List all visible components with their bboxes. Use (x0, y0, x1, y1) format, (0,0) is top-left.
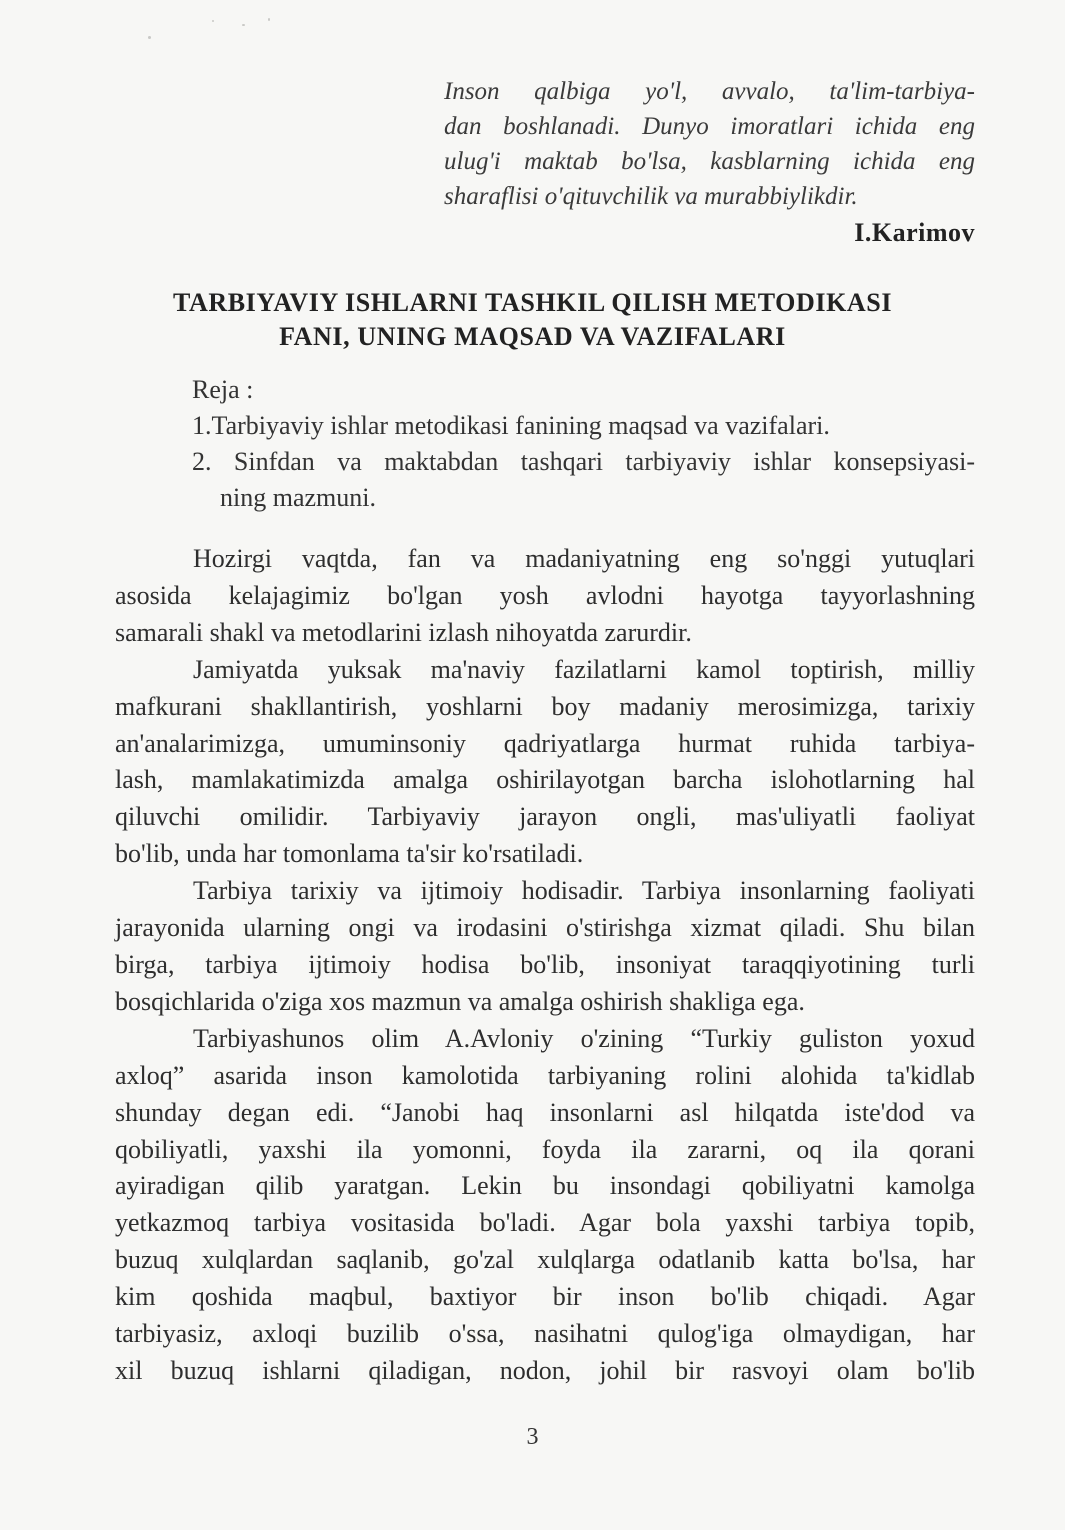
print-speck (268, 18, 270, 21)
text-line: mafkurani shakllantirish, yoshlarni boy madaniy merosimizga, tarixiy (115, 691, 975, 721)
body-text (115, 541, 975, 1390)
text-line: buzuq xulqlardan saqlanib, go'zal xulqlarga odatlanib katta bo'lsa, har (115, 1245, 975, 1275)
text-line: bo'lib, unda har tomonlama ta'sir ko'rsatiladi. (115, 839, 584, 869)
text-line: lash, mamlakatimizda amalga oshirilayotgan barcha islohotlarning hal (115, 765, 975, 795)
text-line: Tarbiyashunos olim A.Avloniy o'zining “Turkiy guliston yoxud (193, 1023, 975, 1053)
paragraph (115, 1021, 975, 1390)
text-line: samarali shakl va metodlarini izlash nihoyatda zarurdir. (115, 617, 692, 647)
chapter-title (90, 286, 975, 354)
text-line: qobiliyatli, yaxshi ila yomonni, foyda ila zararni, oq ila qorani (115, 1134, 975, 1164)
text-line: shunday degan edi. “Janobi haq insonlarni asl hilqatda iste'dod va (115, 1097, 975, 1127)
print-speck (242, 24, 245, 26)
lesson-plan (192, 372, 975, 516)
plan-item-continuation: ning mazmuni. (220, 483, 376, 512)
text-line: asosida kelajagimiz bo'lgan yosh avlodni hayotga tayyorlashning (115, 580, 975, 610)
plan-item: 2. Sinfdan va maktabdan tashqari tarbiyaviy ishlar konsepsiyasi- (192, 447, 975, 476)
plan-item: 1.Tarbiyaviy ishlar metodikasi fanining maqsad va vazifalari. (192, 411, 830, 440)
print-speck (148, 36, 151, 39)
print-speck (212, 20, 214, 22)
text-line: an'analarimizga, umuminsoniy qadriyatlarga hurmat ruhida tarbiya- (115, 728, 975, 758)
paragraph (115, 541, 975, 652)
text-line: Tarbiya tarixiy va ijtimoiy hodisadir. Tarbiya insonlarning faoliyati (193, 876, 975, 906)
text-line: ayiradigan qilib yaratgan. Lekin bu insondagi qobiliyatni kamolga (115, 1171, 975, 1201)
epigraph-line: ulug'i maktab bo'lsa, kasblarning ichida eng (444, 148, 975, 175)
text-line: bosqichlarida o'ziga xos mazmun va amalga oshirish shakliga ega. (115, 986, 805, 1016)
text-line: axloq” asarida inson kamolotida tarbiyaning rolini alohida ta'kidlab (115, 1060, 975, 1090)
page-number: 3 (526, 1424, 539, 1450)
epigraph-author: I.Karimov (854, 218, 975, 247)
epigraph-line: sharaflisi o'qituvchilik va murabbiylikdir. (444, 183, 858, 210)
text-line: kim qoshida maqbul, baxtiyor bir inson bo'lib chiqadi. Agar (115, 1282, 975, 1312)
text-line: birga, tarbiya ijtimoiy hodisa bo'lib, insoniyat taraqqiyotining turli (115, 949, 975, 979)
paragraph (115, 652, 975, 873)
text-line: yetkazmoq tarbiya vositasida bo'ladi. Agar bola yaxshi tarbiya topib, (115, 1208, 975, 1238)
epigraph-line: Inson qalbiga yo'l, avvalo, ta'lim-tarbiya- (444, 78, 975, 105)
text-line: qiluvchi omilidir. Tarbiyaviy jarayon ongli, mas'uliyatli faoliyat (115, 802, 975, 832)
chapter-title-line: FANI, UNING MAQSAD VA VAZIFALARI (279, 322, 786, 351)
epigraph-line: dan boshlanadi. Dunyo imoratlari ichida eng (444, 113, 975, 140)
text-line: xil buzuq ishlarni qiladigan, nodon, johil bir rasvoyi olam bo'lib (115, 1355, 975, 1385)
text-line: Hozirgi vaqtda, fan va madaniyatning eng so'nggi yutuqlari (193, 544, 975, 573)
plan-label: Reja : (192, 375, 254, 404)
text-line: jarayonida ularning ongi va irodasini o'stirishga xizmat qiladi. Shu bilan (115, 913, 975, 943)
text-line: tarbiyasiz, axloqi buzilib o'ssa, nasihatni qulog'iga olmaydigan, har (115, 1319, 975, 1349)
text-line: Jamiyatda yuksak ma'naviy fazilatlarni kamol toptirish, milliy (193, 654, 975, 684)
epigraph-quote (444, 74, 975, 214)
paragraph (115, 873, 975, 1021)
chapter-title-line: TARBIYAVIY ISHLARNI TASHKIL QILISH METODIKASI (172, 288, 893, 317)
